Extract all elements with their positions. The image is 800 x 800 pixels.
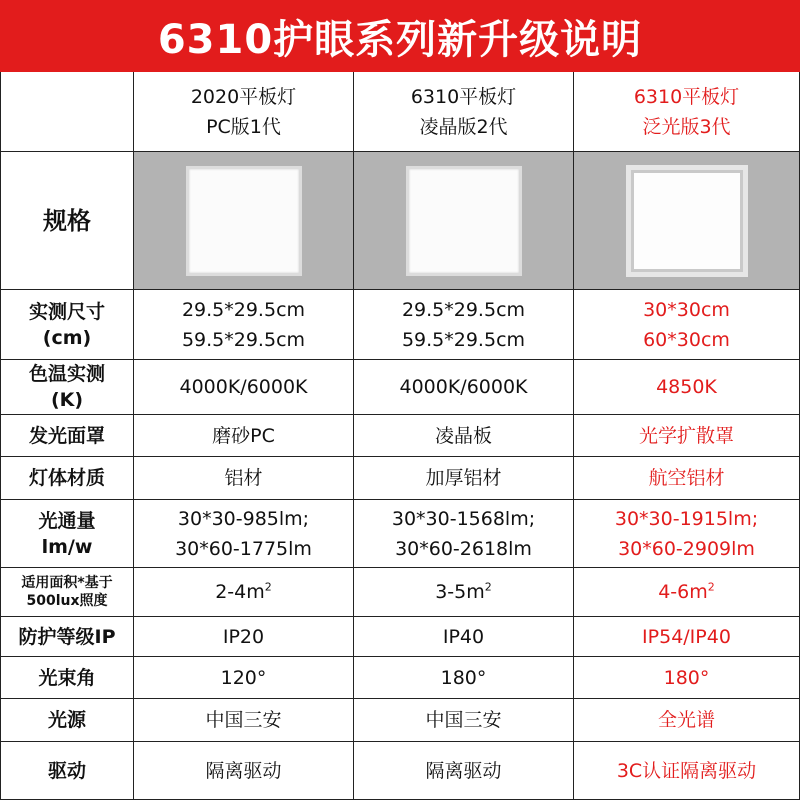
value-cell <box>354 290 574 360</box>
value-cell <box>134 415 354 457</box>
column-header-line1: 2020平板灯 <box>190 85 297 108</box>
value-cell <box>354 657 574 699</box>
comparison-table <box>0 72 800 800</box>
value-line1: IP54/IP40 <box>642 625 731 648</box>
value-cell <box>354 457 574 500</box>
value-line1: 30*30-985lm; <box>177 507 310 530</box>
row-label-line1: 实测尺寸 <box>28 300 105 323</box>
value-cell <box>354 568 574 617</box>
row-label-line2: 500lux照度 <box>26 593 108 609</box>
column-header-line2: 凌晶版2代 <box>419 115 508 138</box>
value-line1: 中国三安 <box>205 709 282 731</box>
row-label-line1: 光源 <box>47 709 86 731</box>
value-line1: 4850K <box>656 376 717 398</box>
value-line1: 铝材 <box>224 467 263 489</box>
value-cell <box>134 742 354 800</box>
value-line1: 中国三安 <box>425 709 502 731</box>
value-line1: 隔离驱动 <box>205 759 282 782</box>
row-label-line1: 防护等级IP <box>18 625 116 648</box>
value-cell <box>134 500 354 568</box>
value-cell <box>134 457 354 500</box>
value-line1: 光学扩散罩 <box>638 424 734 447</box>
row-label <box>0 290 134 360</box>
column-header-line1: 6310平板灯 <box>633 85 740 108</box>
value-line1: IP20 <box>222 625 265 648</box>
panel-light-image <box>186 166 302 276</box>
value-line1: 120° <box>220 666 267 689</box>
value-cell <box>354 617 574 657</box>
value-line2: 30*60-2618lm <box>395 537 532 560</box>
value-text: 4-6m <box>658 581 708 603</box>
value-cell <box>574 457 800 500</box>
value-line2: 59.5*29.5cm <box>401 328 526 351</box>
column-header-line1: 6310平板灯 <box>410 85 517 108</box>
value-line1: 30*30cm <box>643 298 730 321</box>
value-cell <box>354 415 574 457</box>
row-label-line1: 发光面罩 <box>28 424 105 447</box>
value-cell <box>354 742 574 800</box>
value-line1 <box>215 577 272 607</box>
value-superscript: 2 <box>484 580 492 594</box>
value-cell <box>354 360 574 415</box>
column-header-gen3 <box>574 72 800 152</box>
value-superscript: 2 <box>264 580 272 594</box>
column-header-gen1 <box>134 72 354 152</box>
row-label-line1: 光束角 <box>38 666 96 689</box>
value-cell <box>134 290 354 360</box>
value-line1: 全光谱 <box>657 709 715 731</box>
value-cell <box>134 360 354 415</box>
value-cell <box>134 568 354 617</box>
value-cell <box>574 290 800 360</box>
row-label-line2: (K) <box>50 389 84 411</box>
value-line1 <box>435 577 492 607</box>
value-text: 2-4m <box>215 581 265 603</box>
row-label-line1: 色温实测 <box>28 363 105 385</box>
value-cell <box>574 500 800 568</box>
row-label <box>0 457 134 500</box>
row-label-line1: 适用面积*基于 <box>21 575 113 591</box>
value-line1: 隔离驱动 <box>425 759 502 782</box>
row-label <box>0 500 134 568</box>
value-cell <box>574 568 800 617</box>
panel-image-gen2 <box>354 152 574 290</box>
column-header-line2: PC版1代 <box>206 115 281 138</box>
value-line1: 180° <box>440 666 487 689</box>
row-label-line1: 灯体材质 <box>28 467 105 489</box>
value-cell <box>354 500 574 568</box>
row-label-line2: (cm) <box>42 326 92 349</box>
value-line1: 航空铝材 <box>648 467 725 489</box>
value-line1: 30*30-1915lm; <box>614 507 759 530</box>
value-line1 <box>658 577 715 607</box>
row-label <box>0 568 134 617</box>
panel-light-image <box>626 165 748 277</box>
value-cell <box>574 617 800 657</box>
value-cell <box>574 742 800 800</box>
value-cell <box>354 699 574 742</box>
value-line1: 凌晶板 <box>434 424 492 447</box>
value-text: 3-5m <box>435 581 485 603</box>
value-line2: 59.5*29.5cm <box>181 328 306 351</box>
value-line2: 60*30cm <box>643 328 730 351</box>
row-label-line2: lm/w <box>41 535 93 558</box>
value-cell <box>134 617 354 657</box>
column-header-line2: 泛光版3代 <box>642 115 731 138</box>
spec-label: 规格 <box>0 152 134 290</box>
panel-image-gen1 <box>134 152 354 290</box>
value-line2: 30*60-1775lm <box>175 537 312 560</box>
value-cell <box>134 657 354 699</box>
value-line1: 29.5*29.5cm <box>401 298 526 321</box>
value-line1: 磨砂PC <box>212 424 275 447</box>
value-line1: 4000K/6000K <box>399 376 528 398</box>
row-label-line1: 驱动 <box>47 759 86 782</box>
value-line1: 加厚铝材 <box>425 467 502 489</box>
panel-light-image <box>406 166 522 276</box>
row-label-line1: 光通量 <box>38 509 96 532</box>
value-superscript: 2 <box>707 580 715 594</box>
value-cell <box>574 415 800 457</box>
header-empty-cell <box>0 72 134 152</box>
value-line1: IP40 <box>442 625 485 648</box>
row-label <box>0 742 134 800</box>
row-label <box>0 657 134 699</box>
row-label <box>0 360 134 415</box>
value-line1: 3C认证隔离驱动 <box>616 759 757 782</box>
value-cell <box>574 657 800 699</box>
page-title: 6310护眼系列新升级说明 <box>0 0 800 72</box>
value-line1: 29.5*29.5cm <box>181 298 306 321</box>
row-label <box>0 415 134 457</box>
value-line2: 30*60-2909lm <box>618 537 755 560</box>
value-line1: 180° <box>663 666 710 689</box>
value-line1: 30*30-1568lm; <box>391 507 536 530</box>
value-line1: 4000K/6000K <box>179 376 308 398</box>
value-cell <box>574 699 800 742</box>
value-cell <box>574 360 800 415</box>
value-cell <box>134 699 354 742</box>
row-label <box>0 617 134 657</box>
column-header-gen2 <box>354 72 574 152</box>
panel-image-gen3 <box>574 152 800 290</box>
row-label <box>0 699 134 742</box>
